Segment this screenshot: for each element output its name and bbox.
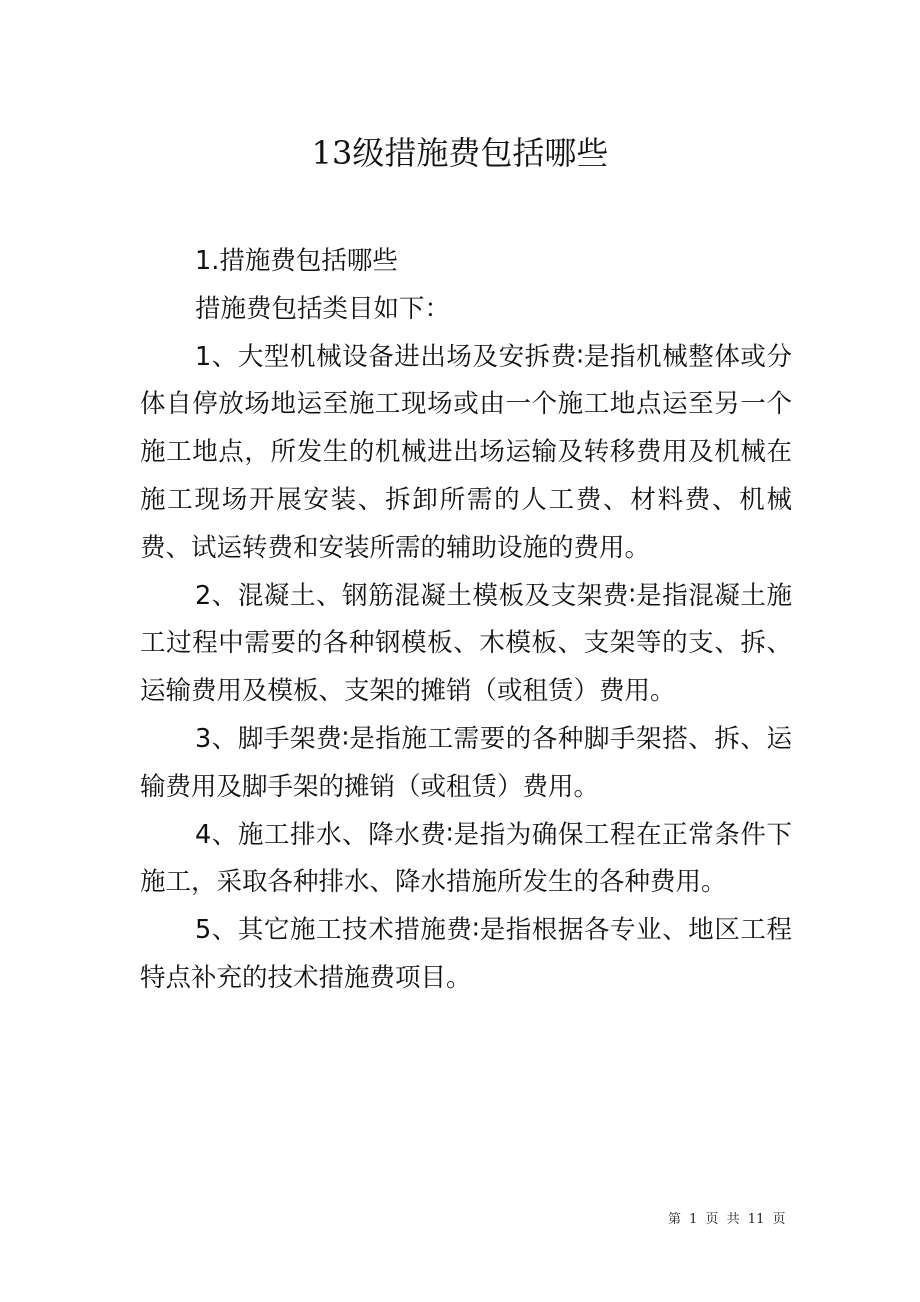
paragraph: 1、大型机械设备进出场及安拆费∶是指机械整体或分体自停放场地运至施工现场或由一个施工地点运至另一个施工地点，所发生的机械进出场运输及转移费用及机械在施工现场开展安装、拆卸所需的人工费、材料费、机械费、试运转费和安装所需的辅助设施的费用。: [140, 341, 792, 563]
paragraph: 2、混凝土、钢筋混凝土模板及支架费∶是指混凝土施工过程中需要的各种钢模板、木模板、支架等的支、拆、运输费用及模板、支架的摊销（或租赁）费用。: [140, 580, 792, 707]
document-body: [140, 238, 792, 1003]
paragraph: 1.措施费包括哪些: [195, 246, 398, 276]
paragraph: 3、脚手架费∶是指施工需要的各种脚手架搭、拆、运输费用及脚手架的摊销（或租赁）费用。: [140, 723, 792, 802]
paragraph: 4、施工排水、降水费∶是指为确保工程在正常条件下施工，采取各种排水、降水措施所发生的各种费用。: [140, 819, 792, 898]
paragraph: 5、其它施工技术措施费∶是指根据各专业、地区工程特点补充的技术措施费项目。: [140, 915, 792, 993]
page-number-footer: 第 1 页 共 11 页: [668, 1212, 786, 1227]
document-title: 13级措施费包括哪些: [311, 134, 609, 172]
paragraph: 措施费包括类目如下：: [195, 293, 451, 324]
